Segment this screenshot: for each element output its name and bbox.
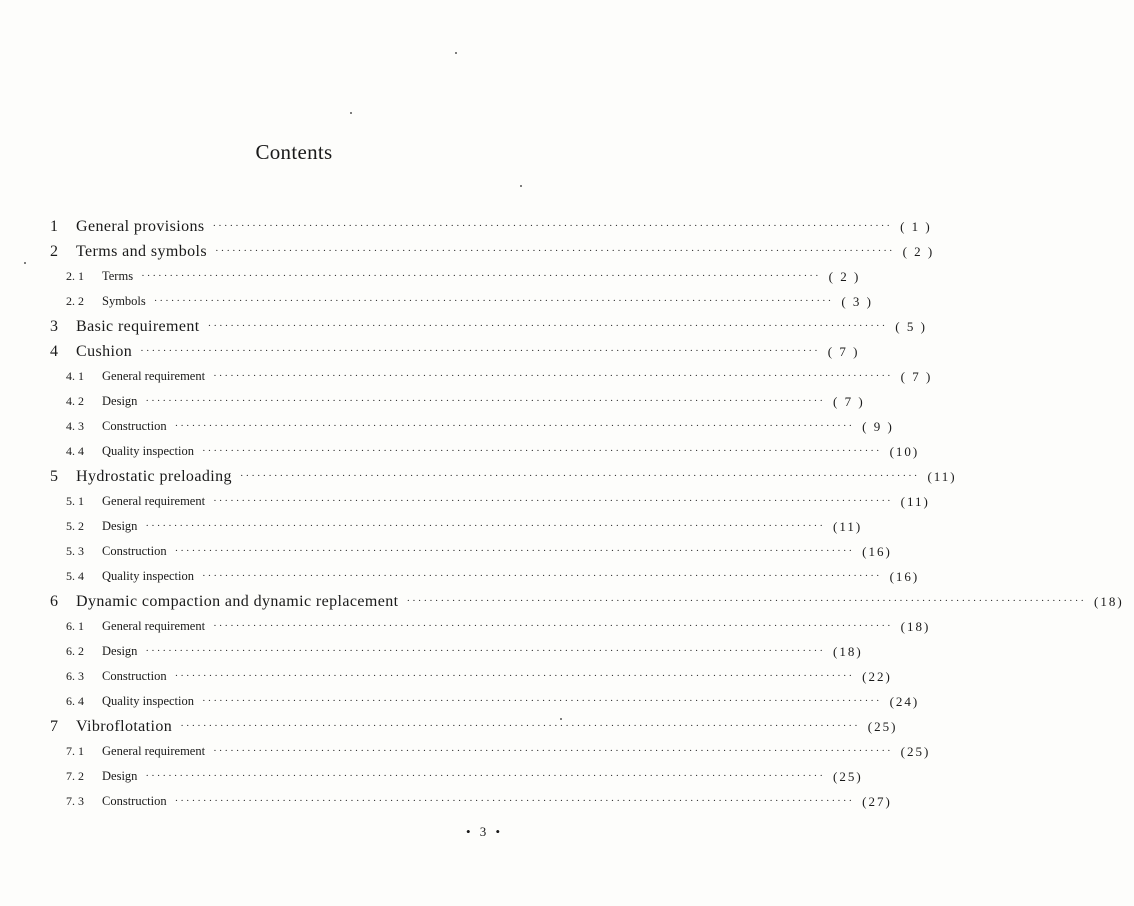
toc-chapter-entry: [0, 314, 927, 339]
dot-leader: ························································································································: [202, 570, 882, 582]
toc-section-entry: [0, 439, 920, 464]
toc-section-entry: [0, 514, 863, 539]
toc-section-entry: [0, 614, 931, 639]
entry-label: Construction: [102, 544, 167, 558]
entry-label: Vibroflotation: [76, 717, 173, 735]
entry-page: (18): [833, 643, 863, 659]
dot-leader: ························································································································: [202, 445, 882, 457]
entry-number: 2: [50, 242, 58, 260]
entry-number: 5. 4: [66, 569, 84, 583]
entry-number: 7: [50, 717, 58, 735]
entry-page: ( 2 ): [828, 268, 861, 284]
dot-leader: ························································································································: [153, 295, 834, 307]
scan-speck: [455, 52, 457, 54]
entry-page: ( 7 ): [833, 393, 865, 409]
dot-leader: ························································································································: [145, 645, 825, 657]
entry-page: ( 1 ): [900, 218, 932, 234]
entry-page: ( 3 ): [841, 293, 874, 309]
entry-label: Quality inspection: [102, 444, 194, 458]
entry-page: (27): [862, 793, 892, 809]
entry-label: Design: [102, 394, 138, 408]
dot-leader: ························································································································: [213, 370, 893, 382]
dot-leader: ························································································································: [145, 520, 825, 532]
entry-number: 4. 2: [66, 394, 84, 408]
entry-number: 5. 2: [66, 519, 84, 533]
entry-page: (18): [900, 618, 931, 634]
dot-leader: ························································································································: [180, 720, 860, 732]
entry-page: (18): [1094, 593, 1124, 609]
scan-speck: [24, 262, 26, 264]
dot-leader: ························································································································: [174, 545, 855, 557]
dot-leader: ························································································································: [213, 745, 893, 757]
dot-leader: ························································································································: [145, 770, 825, 782]
toc-section-entry: [0, 564, 920, 589]
entry-number: 4. 4: [66, 444, 84, 458]
entry-label: Construction: [102, 419, 167, 433]
entry-page: ( 7 ): [900, 368, 933, 384]
entry-number: 6. 1: [66, 619, 84, 633]
toc-section-entry: [0, 489, 930, 514]
entry-label: Design: [102, 769, 138, 783]
page-number: • 3 •: [466, 824, 504, 839]
entry-number: 6. 4: [66, 694, 84, 708]
entry-number: 6. 2: [66, 644, 84, 658]
entry-number: 7. 3: [66, 794, 84, 808]
toc-section-entry: [0, 664, 892, 689]
entry-number: 6. 3: [66, 669, 84, 683]
entry-number: 7. 2: [66, 769, 84, 783]
entry-label: Hydrostatic preloading: [76, 467, 232, 485]
entry-page: (22): [862, 668, 892, 684]
entry-label: Quality inspection: [102, 694, 194, 708]
dot-leader: ························································································································: [145, 395, 825, 407]
toc-section-entry: [0, 389, 865, 414]
entry-number: 7. 1: [66, 744, 84, 758]
dot-leader: ························································································································: [239, 470, 920, 482]
toc-chapter-entry: [0, 714, 898, 739]
entry-number: 4. 3: [66, 419, 84, 433]
entry-label: Dynamic compaction and dynamic replacement: [76, 592, 399, 610]
entry-page: (24): [889, 693, 920, 709]
toc-section-entry: [0, 639, 863, 664]
entry-page: (11): [900, 493, 930, 509]
entry-label: Terms: [102, 269, 134, 283]
entry-number: 2. 2: [66, 294, 84, 308]
entry-number: 4. 1: [66, 369, 84, 383]
dot-leader: ························································································································: [207, 320, 888, 332]
entry-label: General requirement: [102, 369, 206, 383]
entry-label: Terms and symbols: [76, 242, 208, 260]
toc-chapter-entry: [0, 239, 935, 264]
entry-page: ( 2 ): [902, 243, 935, 259]
entry-label: Basic requirement: [76, 317, 200, 335]
entry-page: (11): [833, 518, 863, 534]
entry-page: (10): [889, 443, 920, 459]
entry-label: Design: [102, 644, 138, 658]
toc-chapter-entry: [0, 339, 860, 364]
dot-leader: ························································································································: [212, 220, 893, 232]
entry-number: 6: [50, 592, 58, 610]
dot-leader: ························································································································: [174, 670, 855, 682]
entry-page: ( 5 ): [895, 318, 927, 334]
entry-label: Construction: [102, 794, 167, 808]
scan-speck: [520, 185, 522, 187]
dot-leader: ························································································································: [406, 595, 1087, 607]
entry-label: General requirement: [102, 619, 206, 633]
table-of-contents: [0, 214, 1124, 814]
dot-leader: ························································································································: [174, 420, 855, 432]
toc-chapter-entry: [0, 464, 957, 489]
dot-leader: ························································································································: [213, 620, 893, 632]
toc-section-entry: [0, 264, 861, 289]
toc-section-entry: [0, 289, 874, 314]
toc-section-entry: [0, 789, 892, 814]
entry-number: 4: [50, 342, 58, 360]
entry-number: 3: [50, 317, 58, 335]
entry-label: Design: [102, 519, 138, 533]
entry-label: Cushion: [76, 342, 133, 360]
entry-label: Symbols: [102, 294, 146, 308]
entry-page: (25): [900, 743, 931, 759]
entry-page: (25): [867, 718, 898, 734]
entry-number: 1: [50, 217, 58, 235]
entry-label: General requirement: [102, 744, 206, 758]
entry-label: Quality inspection: [102, 569, 194, 583]
entry-number: 2. 1: [66, 269, 84, 283]
toc-section-entry: [0, 539, 892, 564]
dot-leader: ························································································································: [141, 270, 821, 282]
entry-label: Construction: [102, 669, 167, 683]
contents-title: Contents: [255, 140, 333, 164]
dot-leader: ························································································································: [202, 695, 882, 707]
entry-number: 5. 1: [66, 494, 84, 508]
toc-chapter-entry: [0, 214, 932, 239]
toc-section-entry: [0, 689, 920, 714]
toc-section-entry: [0, 764, 863, 789]
dot-leader: ························································································································: [213, 495, 893, 507]
entry-label: General provisions: [76, 217, 205, 235]
entry-page: ( 9 ): [862, 418, 894, 434]
scan-speck: [350, 112, 352, 114]
dot-leader: ························································································································: [140, 345, 820, 357]
scan-speck: [560, 718, 562, 720]
entry-label: General requirement: [102, 494, 206, 508]
toc-section-entry: [0, 739, 931, 764]
entry-number: 5. 3: [66, 544, 84, 558]
entry-page: (16): [889, 568, 920, 584]
dot-leader: ························································································································: [174, 795, 855, 807]
entry-page: (11): [927, 468, 957, 484]
entry-page: (25): [833, 768, 863, 784]
entry-page: (16): [862, 543, 892, 559]
toc-section-entry: [0, 364, 933, 389]
entry-number: 5: [50, 467, 58, 485]
entry-page: ( 7 ): [827, 343, 860, 359]
toc-chapter-entry: [0, 589, 1124, 614]
dot-leader: ························································································································: [215, 245, 895, 257]
toc-section-entry: [0, 414, 894, 439]
